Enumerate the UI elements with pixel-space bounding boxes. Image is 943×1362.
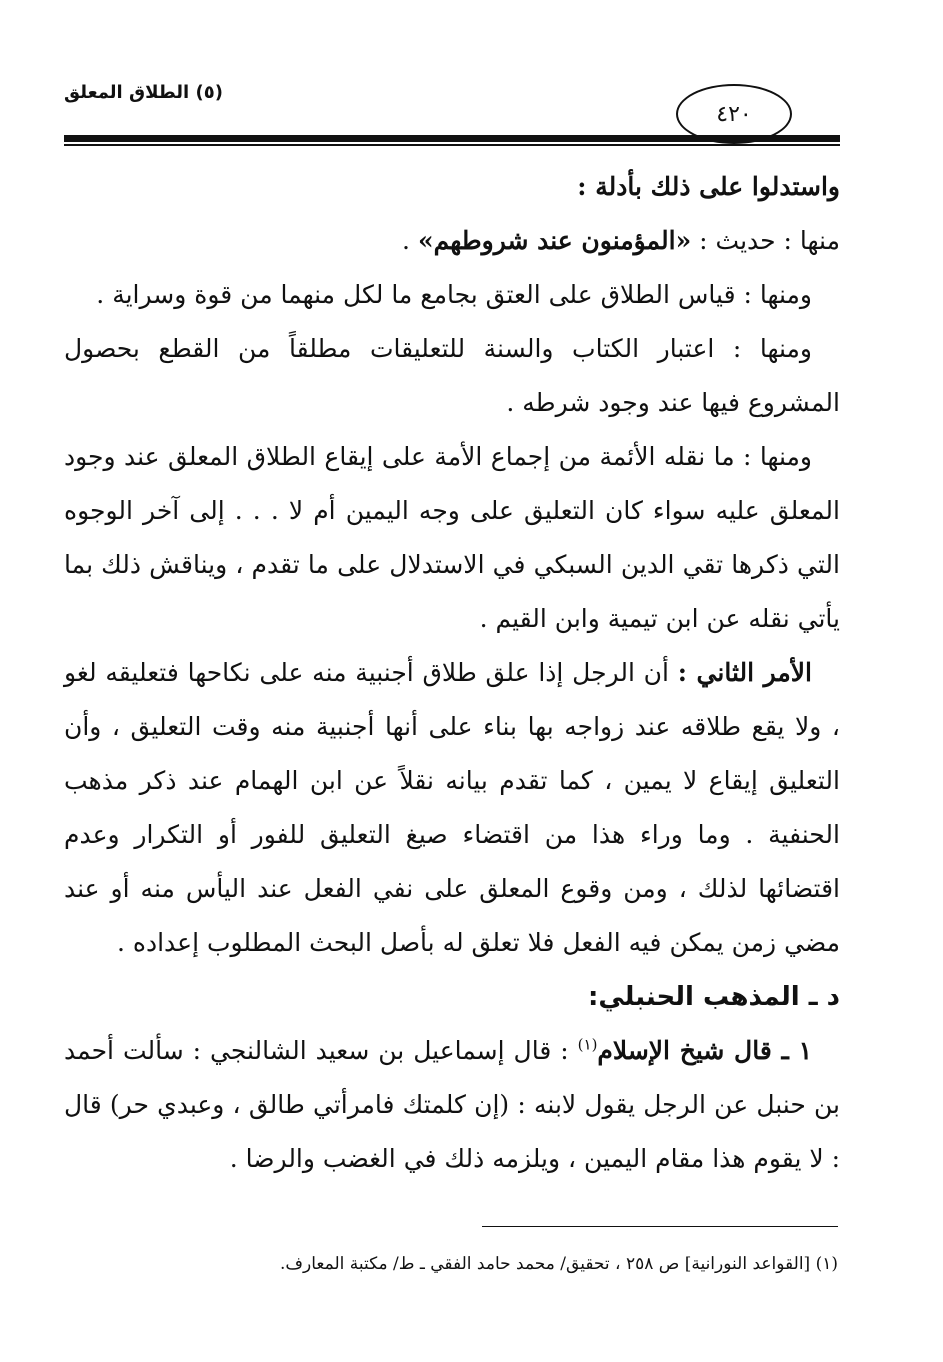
quote-lead: ١ ـ قال شيخ الإسلام <box>597 1036 812 1065</box>
footnote: (١) [القواعد النورانية] ص ٢٥٨ ، تحقيق/ محمد حامد الفقي ـ ط/ مكتبة المعارف. <box>280 1254 838 1274</box>
footnote-rule <box>482 1226 838 1227</box>
second-matter-text: أن الرجل إذا علق طلاق أجنبية منه على نكاحها فتعليقه لغو ، ولا يقع طلاقه عند زواجه بها بناء على أنها أجنبية منه وقت التعليق ، وأن التعليق إيقاع لا يمين ، كما تقدم بيانه نقلاً عن ابن الهمام عند ذكر مذهب الحنفية . وما وراء هذا من اقتضاء صيغ التعليق للفور أو التكرار وعدم اقتضائها لذلك ، ومن وقوع المعلق على نفي الفعل عند اليأس منه أو عند مضي زمن يمكن فيه الفعل فلا تعلق له بأصل البحث المطلوب إعداده . <box>64 658 840 957</box>
paragraph-evidence-intro: واستدلوا على ذلك بأدلة : <box>577 172 840 201</box>
quote-text: : قال إسماعيل بن سعيد الشالنجي : سألت أحمد بن حنبل عن الرجل يقول لابنه : (إن كلمتك فامرأتي طالق ، وعبدي حر) قال : لا يقوم هذا مقام اليمين ، ويلزمه ذلك في الغضب والرضا . <box>64 1036 840 1173</box>
page-number: ٤٢٠ <box>676 84 792 144</box>
paragraph-second-matter <box>64 646 840 970</box>
footnote-ref: (١) <box>577 1035 598 1054</box>
second-matter-label: الأمر الثاني : <box>677 658 813 687</box>
paragraph-hadith <box>64 214 840 268</box>
paragraph-consensus: ومنها : ما نقله الأئمة من إجماع الأمة على إيقاع الطلاق المعلق عند وجود المعلق عليه سواء كان التعليق على وجه اليمين أم لا . . . إلى آخر الوجوه التي ذكرها تقي الدين السبكي في الاستدلال على ما تقدم ، ويناقش ذلك بما يأتي نقله عن ابن تيمية وابن القيم . <box>64 442 840 633</box>
section-heading: د ـ المذهب الحنبلي: <box>587 982 840 1012</box>
paragraph-quote <box>64 1024 840 1186</box>
header-rule-thin <box>64 144 840 146</box>
main-text <box>64 160 840 1186</box>
header-rule <box>64 135 840 142</box>
paragraph-scripture: ومنها : اعتبار الكتاب والسنة للتعليقات مطلقاً من القطع بحصول المشروع فيها عند وجود شرطه . <box>64 334 840 417</box>
hadith-lead: منها : حديث : <box>691 226 840 255</box>
hadith-quote: «المؤمنون عند شروطهم» <box>417 226 692 255</box>
hadith-tail: . <box>402 226 418 255</box>
running-title: (٥) الطلاق المعلق <box>64 82 223 103</box>
paragraph-analogy: ومنها : قياس الطلاق على العتق بجامع ما لكل منهما من قوة وسراية . <box>96 280 812 309</box>
